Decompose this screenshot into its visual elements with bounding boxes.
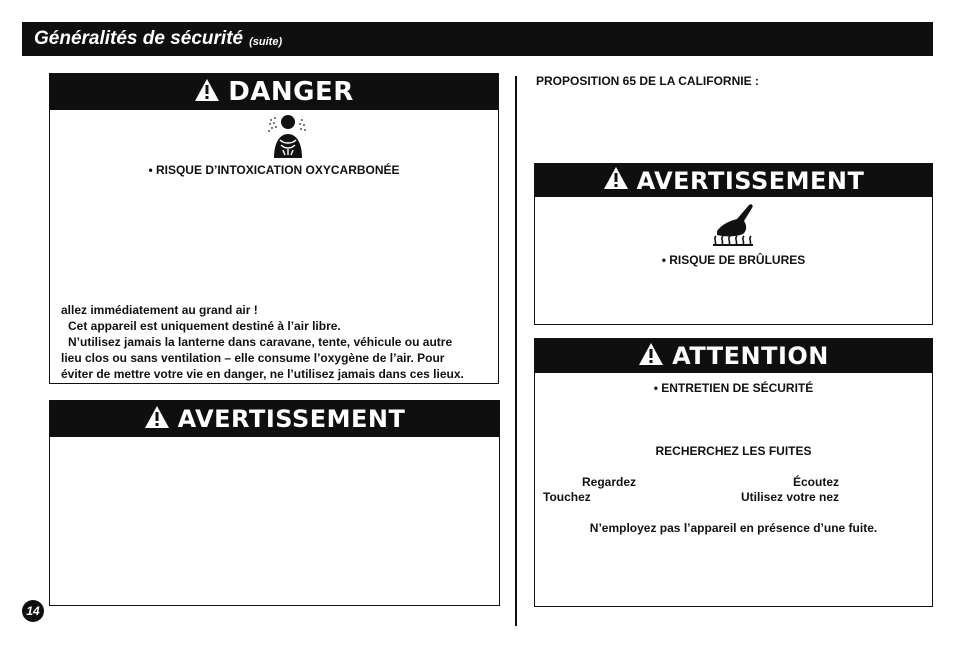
warning-heading-right: AVERTISSEMENT: [636, 166, 865, 195]
attention-box: [534, 338, 933, 607]
danger-text-line-2: Cet appareil est uniquement destiné à l’air libre.: [68, 319, 341, 333]
burn-hazard-icon: [711, 201, 755, 247]
page-number: 14: [22, 600, 44, 622]
danger-text-line-1: allez immédiatement au grand air !: [61, 303, 258, 317]
warning-triangle-icon: [638, 342, 664, 371]
smell-label: Utilisez votre nez: [741, 490, 840, 504]
page-subtitle: (suite): [249, 36, 283, 48]
danger-box: [49, 73, 499, 384]
column-divider: [515, 76, 517, 626]
warning-box-left: [49, 400, 500, 606]
touch-label: Touchez: [543, 490, 591, 504]
no-use-notice: N’employez pas l’appareil en présence d’une fuite.: [589, 521, 878, 535]
warning-right-hazard-label: • RISQUE DE BRÛLURES: [661, 253, 806, 267]
attention-hazard-label: • ENTRETIEN DE SÉCURITÉ: [653, 381, 814, 395]
attention-heading: ATTENTION: [672, 342, 829, 370]
danger-text-line-5: éviter de mettre votre vie en danger, ne l’utilisez jamais dans ces lieux.: [61, 367, 464, 381]
page-title: Généralités de sécurité: [34, 28, 244, 49]
danger-heading-bar: [50, 74, 498, 110]
warning-heading-bar-left: [50, 401, 499, 437]
warning-triangle-icon: [144, 405, 170, 434]
warning-heading-bar-right: [535, 164, 932, 197]
warning-heading-left: AVERTISSEMENT: [177, 405, 406, 433]
look-label: Regardez: [582, 475, 637, 489]
leak-check-label: RECHERCHEZ LES FUITES: [655, 444, 812, 458]
listen-label: Écoutez: [793, 475, 840, 489]
danger-hazard-label: • RISQUE D’INTOXICATION OXYCARBONÉE: [148, 163, 400, 177]
warning-box-right: [534, 163, 933, 325]
danger-text-line-4: lieu clos ou sans ventilation – elle consume l’oxygène de l’air. Pour: [61, 351, 445, 365]
danger-heading: DANGER: [228, 77, 354, 107]
warning-triangle-icon: [194, 78, 220, 107]
page-header: [22, 22, 933, 56]
danger-text-line-3: N’utilisez jamais la lanterne dans caravane, tente, véhicule ou autre: [68, 335, 453, 349]
attention-heading-bar: [535, 339, 932, 373]
carbon-monoxide-icon: [266, 114, 308, 158]
warning-triangle-icon: [603, 166, 629, 195]
prop65-title: PROPOSITION 65 DE LA CALIFORNIE :: [536, 74, 759, 88]
